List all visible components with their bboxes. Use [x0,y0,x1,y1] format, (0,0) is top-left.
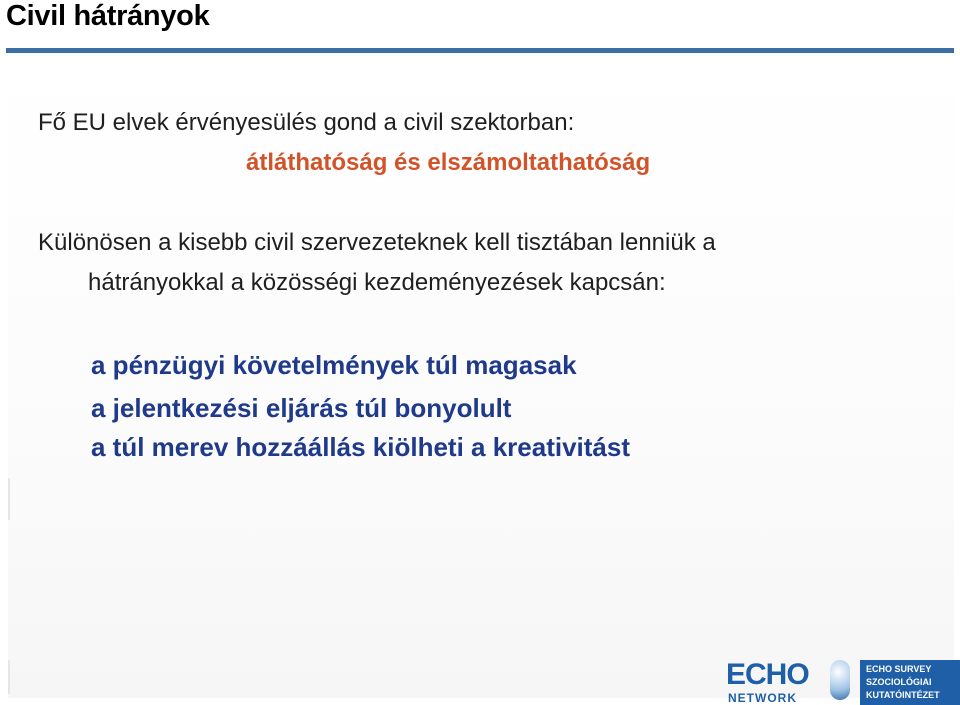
slide-title: Civil hátrányok [6,0,210,32]
logo-box-line: KUTATÓINTÉZET [866,690,940,700]
paragraph-line-1: Különösen a kisebb civil szervezeteknek kell tisztában lenniük a [38,229,716,256]
logo-orb-icon [830,660,850,700]
logo-echo-text: ECHO [726,658,809,691]
logo-box-line: ECHO SURVEY [866,664,932,674]
echo-network-logo [726,660,960,705]
bullet-item: a pénzügyi követelmények túl magasak [91,350,577,380]
bullet-item: a jelentkezési eljárás túl bonyolult [91,393,512,423]
intro-text: Fő EU elvek érvényesülés gond a civil szektorban: [38,109,575,136]
logo-institute-box [860,660,960,705]
logo-network-text: NETWORK [728,691,797,705]
edge-mark [8,478,10,520]
highlight-text: átláthatóság és elszámoltathatóság [246,149,651,176]
title-divider [6,48,954,53]
paragraph-line-2: hátrányokkal a közösségi kezdeményezések kapcsán: [88,269,666,296]
logo-box-line: SZOCIOLÓGIAI [866,677,932,687]
edge-mark [8,660,10,694]
bullet-item: a túl merev hozzáállás kiölheti a kreativitást [91,432,631,462]
